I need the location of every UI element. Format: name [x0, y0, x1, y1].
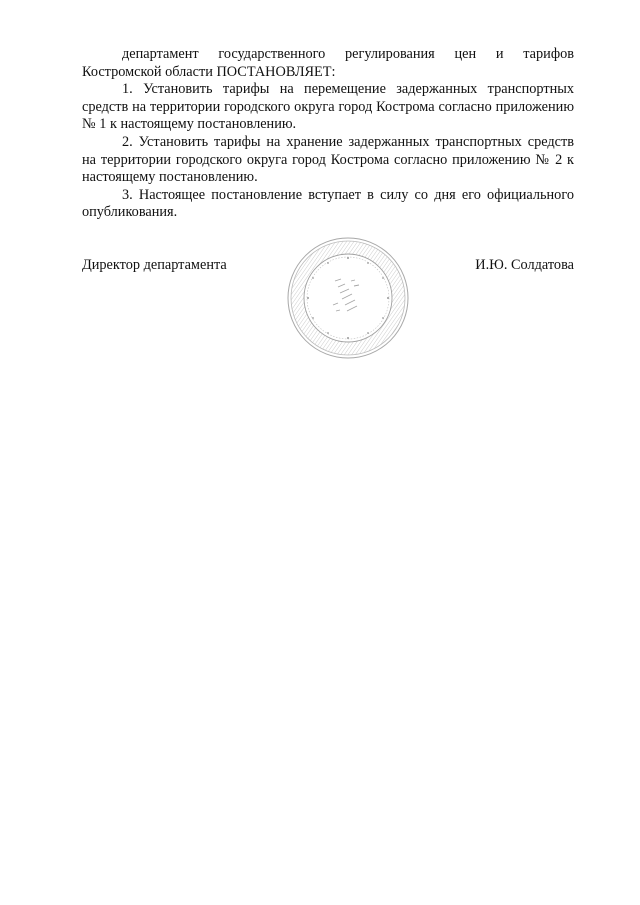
signatory-name: И.Ю. Солдатова — [475, 257, 574, 273]
document-body — [82, 46, 574, 222]
signatory-title: Директор департамента — [82, 257, 227, 273]
clause-2: 2. Установить тарифы на хранение задержанных транспортных средств на территории городского округа город Кострома согласно приложению № 2 к настоящему постановлению. — [82, 133, 574, 186]
clause-3: 3. Настоящее постановление вступает в силу со дня его официального опубликования. — [82, 186, 574, 221]
official-seal-stamp-icon — [285, 235, 411, 361]
intro-paragraph: департамент государственного регулирования цен и тарифов Костромской области ПОСТАНОВЛЯЕТ: — [82, 46, 574, 80]
clause-1: 1. Установить тарифы на перемещение задержанных транспортных средств на территории городского округа город Кострома согласно приложению № 1 к настоящему постановлению. — [82, 81, 574, 133]
seal-graphic — [285, 235, 411, 361]
